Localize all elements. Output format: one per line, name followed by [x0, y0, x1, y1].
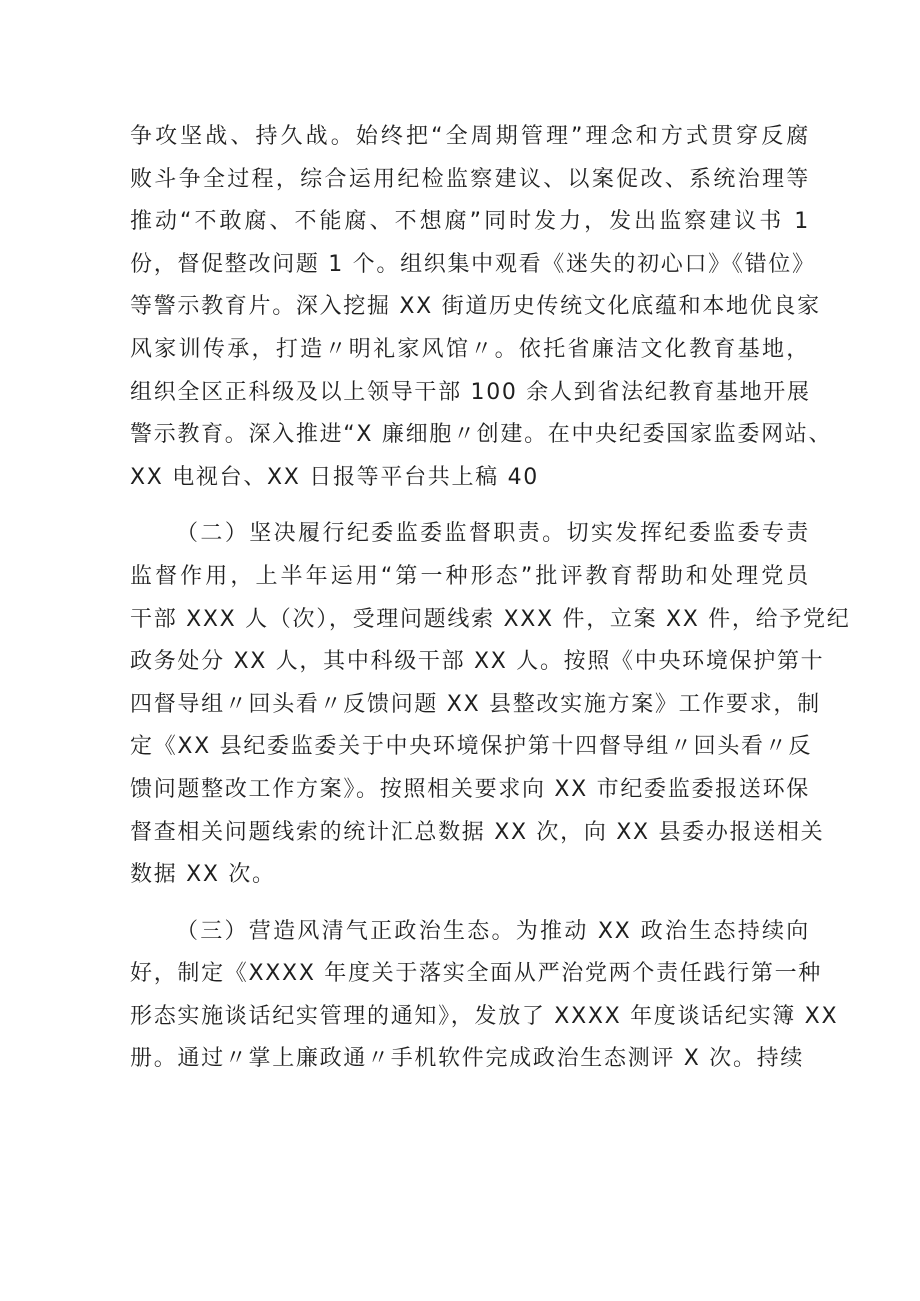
- text-line: 组织全区正科级及以上领导干部 100 余人到省法纪教育基地开展: [130, 379, 811, 405]
- text-line: 干部 XXX 人（次），受理问题线索 XXX 件，立案 XX 件，给予党纪: [130, 606, 851, 632]
- document-body: [130, 116, 851, 1081]
- text-line: 好，制定《XXXX 年度关于落实全面从严治党两个责任践行第一种: [130, 961, 822, 987]
- text-line: 定《XX 县纪委监委关于中央环境保护第十四督导组〃回头看〃反: [130, 734, 813, 760]
- paragraph-gap: [130, 897, 810, 911]
- text-line: 争攻坚战、持久战。始终把“全周期管理”理念和方式贯穿反腐: [130, 124, 810, 149]
- text-line: （二）坚决履行纪委监委监督职责。切实发挥纪委监委专责: [176, 521, 810, 547]
- text-line: （三）营造风清气正政治生态。为推动 XX 政治生态持续向: [176, 918, 810, 944]
- paragraph-2: [130, 513, 851, 896]
- text-line: 推动“不敢腐、不能腐、不想腐”同时发力，发出监察建议书 1: [130, 209, 810, 235]
- text-line: 风家训传承，打造〃明礼家风馆〃。依托省廉洁文化教育基地，: [130, 336, 810, 362]
- text-line: 等警示教育片。深入挖掘 XX 街道历史传统文化底蕴和本地优良家: [130, 294, 821, 320]
- text-line: 四督导组〃回头看〃反馈问题 XX 县整改实施方案》工作要求，制: [130, 691, 821, 717]
- text-line: 份，督促整改问题 1 个。组织集中观看《迷失的初心口》《错位》: [130, 251, 816, 277]
- text-line: 政务处分 XX 人，其中科级干部 XX 人。按照《中央环境保护第十: [130, 649, 825, 675]
- text-line: 督查相关问题线索的统计汇总数据 XX 次，向 XX 县委办报送相关: [130, 819, 825, 845]
- text-line: 馈问题整改工作方案》。按照相关要求向 XX 市纪委监委报送环保: [130, 776, 810, 802]
- paragraph-gap: [130, 499, 810, 513]
- paragraph-3: [130, 911, 839, 1081]
- text-line: 败斗争全过程，综合运用纪检监察建议、以案促改、系统治理等: [130, 166, 810, 192]
- text-line: 警示教育。深入推进“X 廉细胞〃创建。在中央纪委国家监委网站、: [130, 422, 833, 448]
- text-line: 册。通过〃掌上廉政通〃手机软件完成政治生态测评 X 次。持续: [130, 1046, 805, 1072]
- text-line: 监督作用，上半年运用“第一种形态”批评教育帮助和处理党员: [130, 563, 810, 589]
- paragraph-1: [130, 116, 833, 499]
- text-line: 形态实施谈话纪实管理的通知》，发放了 XXXX 年度谈话纪实簿 XX: [130, 1003, 839, 1029]
- text-line: XX 电视台、XX 日报等平台共上稿 40: [130, 464, 539, 490]
- text-line: 数据 XX 次。: [130, 862, 276, 888]
